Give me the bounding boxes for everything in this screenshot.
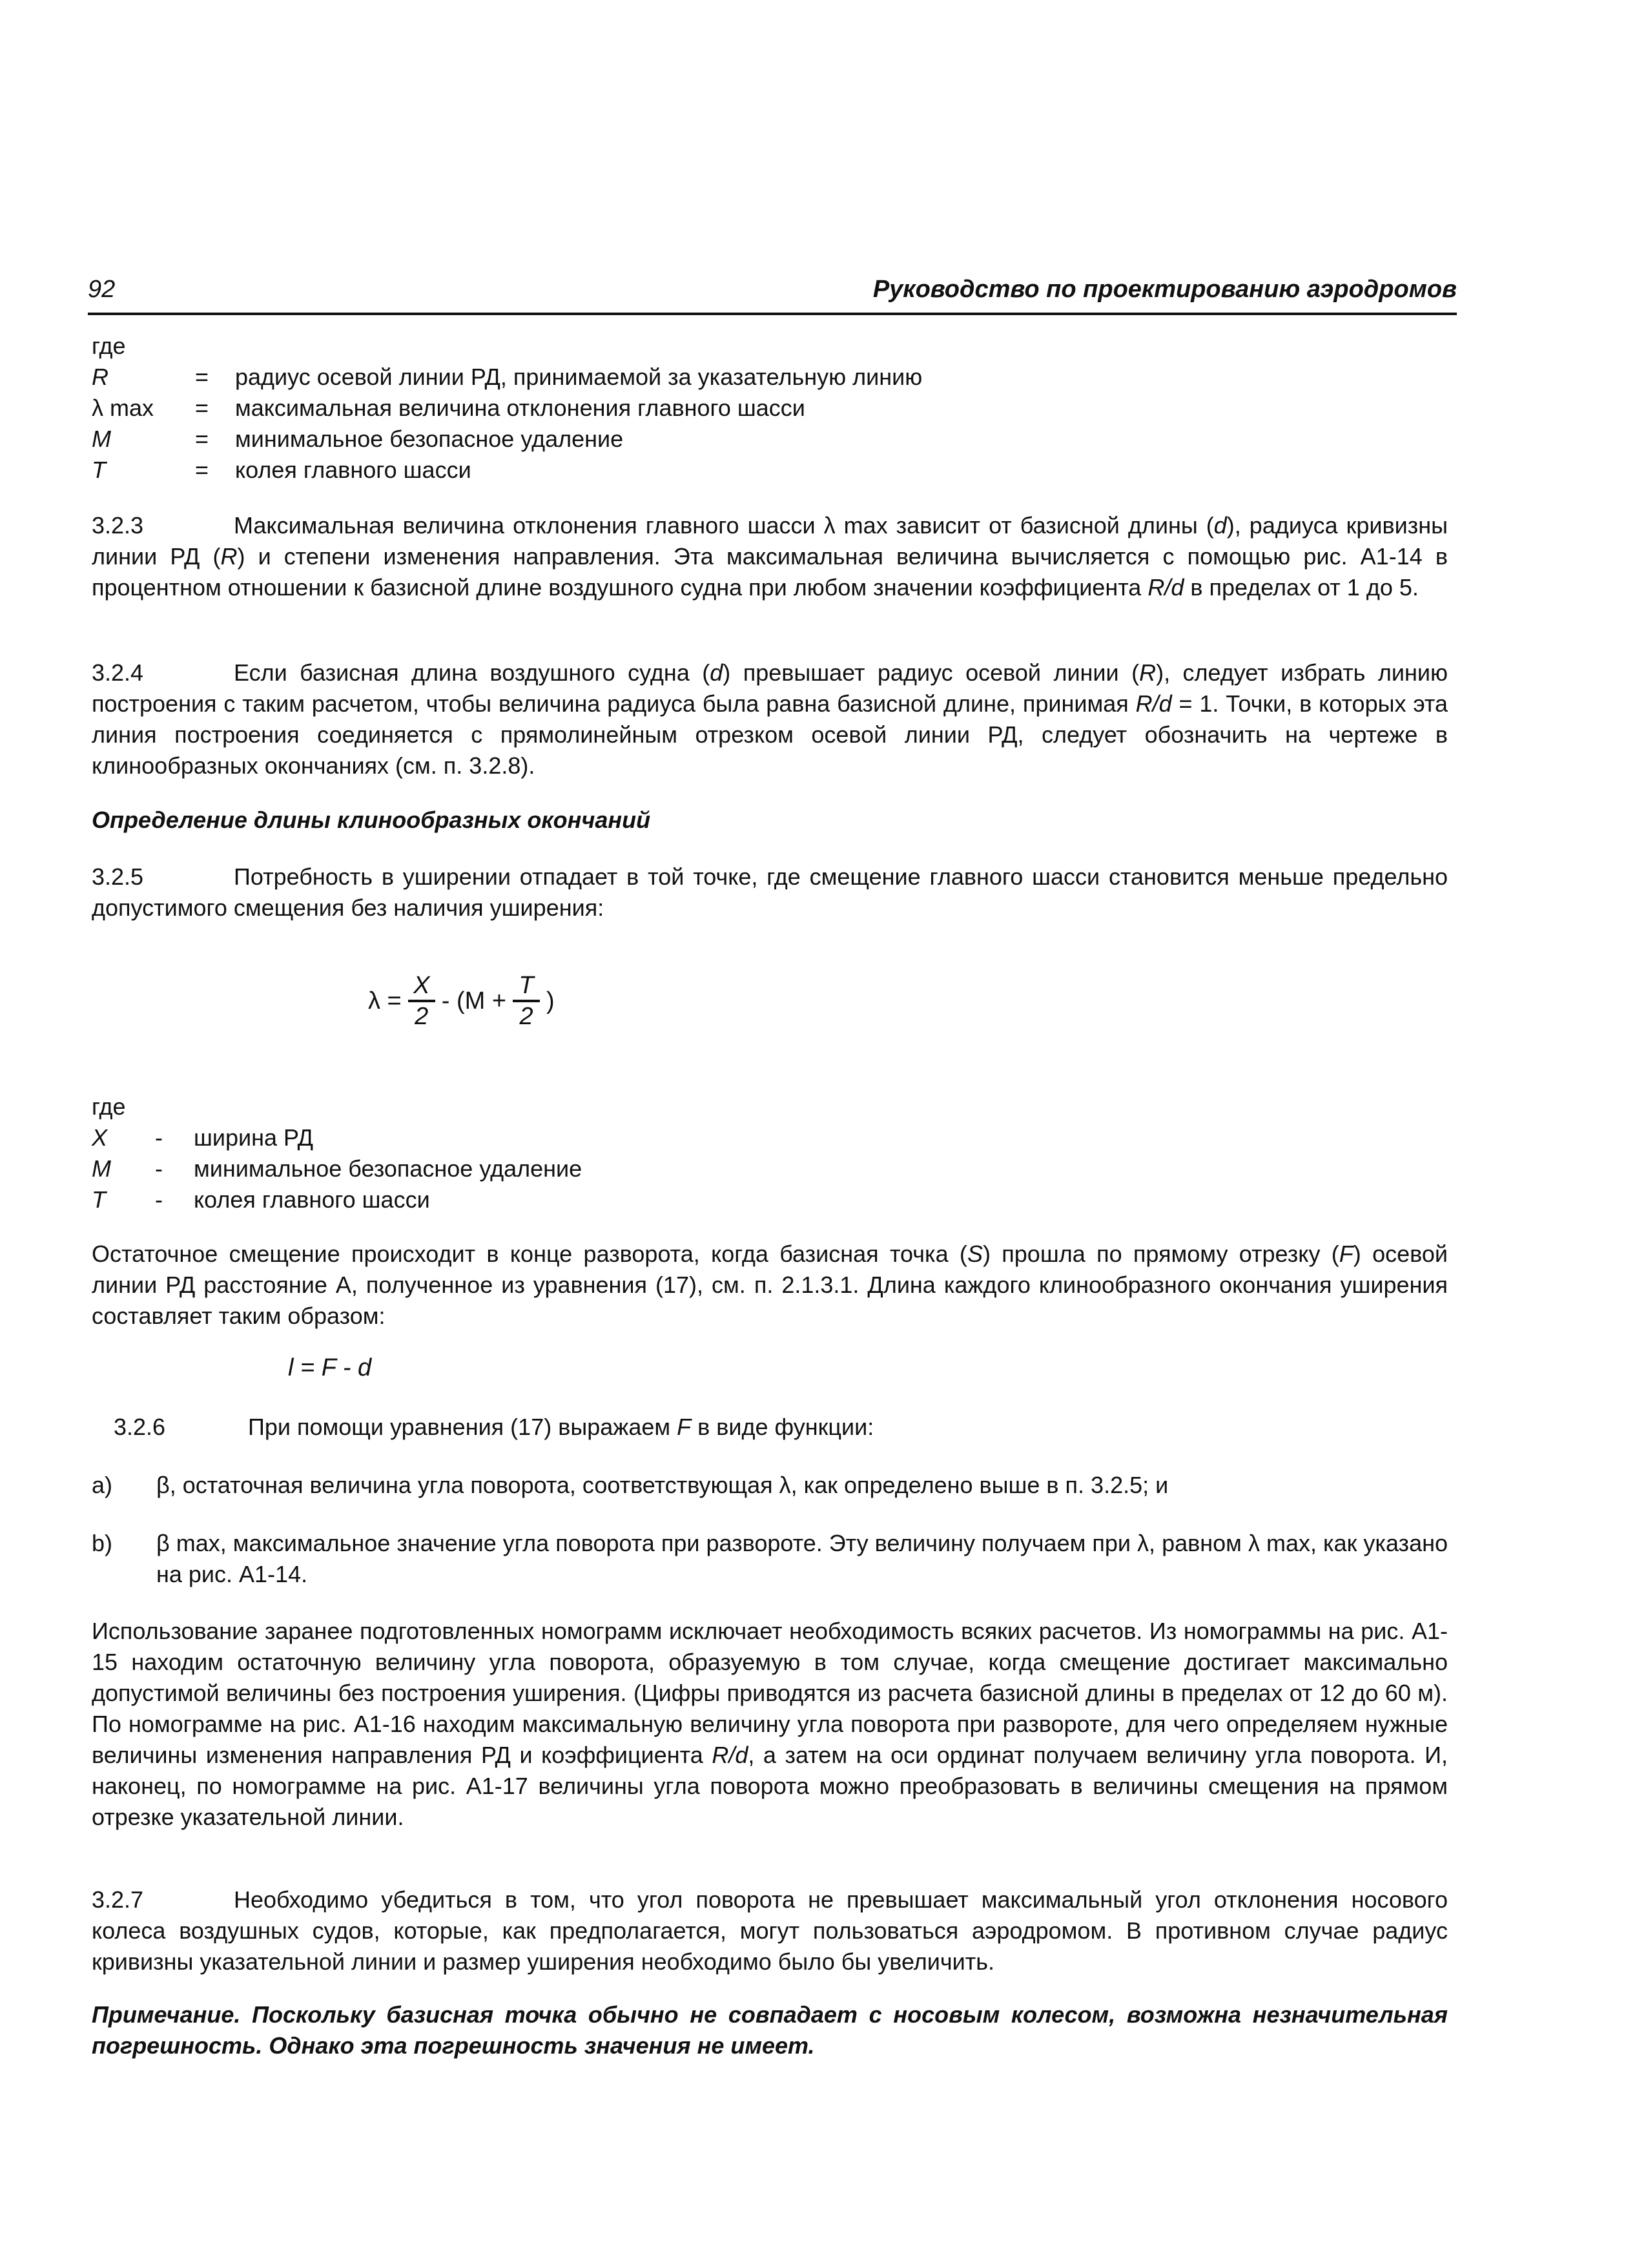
legend-separator: - xyxy=(155,1186,163,1213)
legend-definition: максимальная величина отклонения главного шасси xyxy=(235,395,805,421)
legend-separator: = xyxy=(195,395,209,421)
paragraph-3-2-4: 3.2.4 Если базисная длина воздушного судна (d) превышает радиус осевой линии (R), следует избрать линию построения с таким расчетом, чтобы величина радиуса была равна базисной длине, принимая R/d = 1. Точки, в которых эта линия построения соединяется с прямолинейным отрезком осевой линии РД, следует обозначить на чертеже в клинообразных окончаниях (см. п. 3.2.8). xyxy=(92,657,1448,781)
fraction-denominator: 2 xyxy=(415,1003,429,1030)
legend-definition: колея главного шасси xyxy=(194,1186,430,1213)
fraction-numerator: T xyxy=(519,972,534,999)
formula-length: l = F - d xyxy=(288,1354,372,1381)
legend-row xyxy=(92,424,623,455)
list-item xyxy=(92,1528,1448,1590)
legend-row xyxy=(92,1122,313,1153)
legend-definition: радиус осевой линии РД, принимаемой за указательную линию xyxy=(235,364,923,390)
legend-definition: минимальное безопасное удаление xyxy=(194,1155,582,1182)
legend-definition: минимальное безопасное удаление xyxy=(235,426,624,452)
paragraph-number: 3.2.5 xyxy=(92,863,144,890)
formula-middle: - (M + xyxy=(441,987,507,1015)
legend-symbol: M xyxy=(92,426,111,452)
list-marker: b) xyxy=(92,1530,113,1556)
legend-row xyxy=(92,455,471,486)
list-text: β max, максимальное значение угла поворота при развороте. Эту величину получаем при λ, равном λ max, как указано на рис. А1-14. xyxy=(156,1530,1448,1587)
paragraph-number: 3.2.7 xyxy=(92,1886,144,1913)
legend-symbol: T xyxy=(92,457,106,483)
section-heading: Определение длины клинообразных окончаний xyxy=(92,807,651,833)
legend-row xyxy=(92,1153,582,1184)
page-header xyxy=(88,261,1457,315)
formula-rhs: ) xyxy=(546,987,555,1015)
legend-separator: = xyxy=(195,426,209,452)
running-title: Руководство по проектированию аэродромов xyxy=(872,276,1457,303)
legend-symbol: λ max xyxy=(92,395,154,421)
paragraph-number: 3.2.4 xyxy=(92,659,144,686)
paragraph-3-2-3: 3.2.3 Максимальная величина отклонения главного шасси λ max зависит от базисной длины (d), радиуса кривизны линии РД (R) и степени изменения направления. Эта максимальная величина вычисляется с помощью рис. А1-14 в процентном отношении к базисной длине воздушного судна при любом значении коэффициента R/d в пределах от 1 до 5. xyxy=(92,510,1448,603)
fraction-t-over-2 xyxy=(513,971,540,1031)
paragraph-3-2-7: 3.2.7 Необходимо убедиться в том, что угол поворота не превышает максимальный угол отклонения носового колеса воздушных судов, которые, как предполагается, могут пользоваться аэродромом. В противном случае радиус кривизны указательной линии и размер уширения необходимо было бы увеличить. xyxy=(92,1884,1448,1977)
legend-separator: - xyxy=(155,1155,163,1182)
fraction-numerator: X xyxy=(413,972,430,999)
paragraph-number: 3.2.3 xyxy=(92,512,144,539)
paragraph-number: 3.2.6 xyxy=(114,1414,166,1440)
paragraph-3-2-6: 3.2.6 При помощи уравнения (17) выражаем F в виде функции: xyxy=(114,1412,874,1443)
formula-lambda xyxy=(368,971,555,1031)
legend-where-label: где xyxy=(92,333,126,359)
legend-symbol: R xyxy=(92,364,108,390)
formula-lhs: λ = xyxy=(368,987,402,1015)
note: Примечание. Поскольку базисная точка обычно не совпадает с носовым колесом, возможна незначительная погрешность. Однако эта погрешность значения не имеет. xyxy=(92,2001,1448,2059)
legend-separator: - xyxy=(155,1124,163,1151)
paragraph-residual-offset: Остаточное смещение происходит в конце разворота, когда базисная точка (S) прошла по прямому отрезку (F) осевой линии РД расстояние А, полученное из уравнения (17), см. п. 2.1.3.1. Длина каждого клинообразного окончания уширения составляет таким образом: xyxy=(92,1241,1448,1329)
legend-where-label: где xyxy=(92,1093,126,1120)
legend-row xyxy=(92,1184,430,1215)
legend-separator: = xyxy=(195,364,209,390)
paragraph-3-2-5: 3.2.5 Потребность в уширении отпадает в той точке, где смещение главного шасси становится меньше предельно допустимого смещения без наличия уширения: xyxy=(92,861,1448,923)
list-marker: a) xyxy=(92,1472,113,1498)
fraction-x-over-2 xyxy=(408,971,435,1031)
legend-row xyxy=(92,393,805,424)
legend-row xyxy=(92,362,922,393)
legend-symbol: M xyxy=(92,1155,111,1182)
legend-definition: ширина РД xyxy=(194,1124,314,1151)
page-number: 92 xyxy=(88,276,116,303)
paragraph-nomograms: Использование заранее подготовленных номограмм исключает необходимость всяких расчетов. Из номограммы на рис. А1-15 находим остаточную величину угла поворота, образуемую в том случае, когда смещение достигает максимально допустимой величины без построения уширения. (Цифры приводятся из расчета базисной длины в пределах от 12 до 60 м). По номограмме на рис. А1-16 находим максимальную величину угла поворота при развороте, для чего определяем нужные величины изменения направления РД и коэффициента R/d, а затем на оси ординат получаем величину угла поворота. И, наконец, по номограмме на рис. А1-17 величины угла поворота можно преобразовать в величины смещения на прямом отрезке указательной линии. xyxy=(92,1618,1448,1830)
legend-separator: = xyxy=(195,457,209,483)
legend-symbol: X xyxy=(92,1124,108,1151)
fraction-denominator: 2 xyxy=(519,1003,533,1030)
list-text: β, остаточная величина угла поворота, соответствующая λ, как определено выше в п. 3.2.5; и xyxy=(156,1472,1169,1498)
list-item xyxy=(92,1470,1448,1501)
legend-definition: колея главного шасси xyxy=(235,457,471,483)
legend-symbol: T xyxy=(92,1186,106,1213)
